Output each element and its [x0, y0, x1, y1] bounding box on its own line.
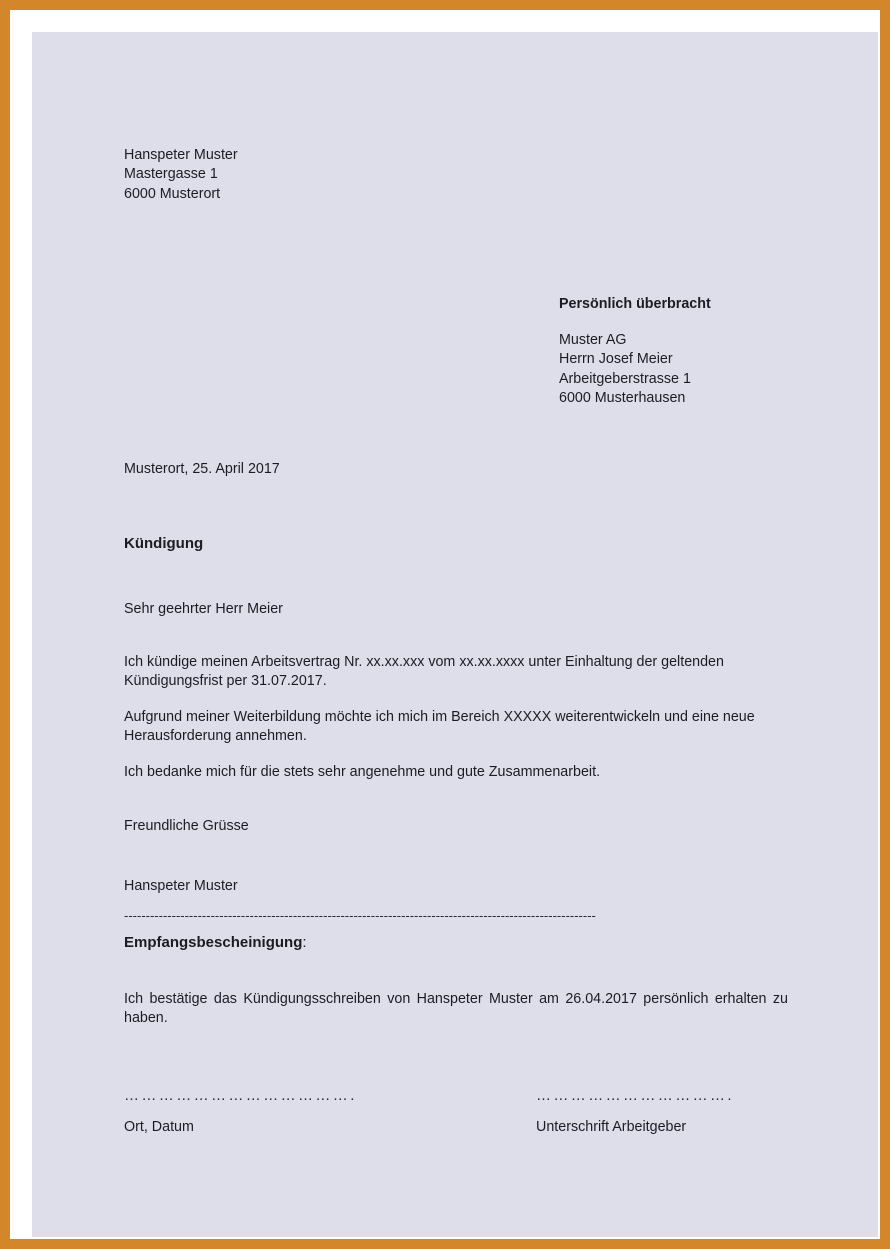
signature-line-right: ……………………………. [536, 1087, 734, 1104]
letter-content [124, 32, 788, 1237]
recipient-address-line: Arbeitgeberstrasse 1 [559, 370, 691, 387]
recipient-address [559, 331, 691, 409]
document-sheet [32, 32, 878, 1237]
signature-name: Hanspeter Muster [124, 878, 238, 894]
signature-label-right: Unterschrift Arbeitgeber [536, 1119, 687, 1135]
recipient-address-line: Muster AG [559, 332, 627, 348]
recipient-address-line: Herrn Josef Meier [559, 351, 673, 368]
receipt-heading-colon: : [302, 934, 307, 951]
receipt-heading [124, 933, 307, 953]
signature-line-left: …………………………………. [124, 1087, 357, 1104]
letter-body [124, 653, 788, 782]
sender-address-line: Hanspeter Muster [124, 147, 238, 163]
body-paragraph: Ich kündige meinen Arbeitsvertrag Nr. xx.xx.xxx vom xx.xx.xxxx unter Einhaltung der geltenden Kündigungsfrist per 31.07.2017. [124, 654, 724, 690]
receipt-paragraph: Ich bestätige das Kündigungsschreiben von Hanspeter Muster am 26.04.2017 persönlich erhalten zu haben. [124, 991, 788, 1027]
closing-phrase: Freundliche Grüsse [124, 818, 249, 834]
receipt-body [124, 990, 788, 1029]
place-and-date: Musterort, 25. April 2017 [124, 461, 280, 477]
delivery-note: Persönlich überbracht [559, 296, 711, 312]
letter-subject: Kündigung [124, 535, 204, 552]
body-paragraph: Aufgrund meiner Weiterbildung möchte ich mich im Bereich XXXXX weiterentwickeln und eine neue Herausforderung annehmen. [124, 708, 755, 745]
signature-label-left: Ort, Datum [124, 1119, 194, 1135]
dashed-separator: ------------------------------------------------------------------------------------------------------------- [124, 908, 596, 923]
body-paragraph: Ich bedanke mich für die stets sehr angenehme und gute Zusammenarbeit. [124, 763, 601, 780]
sender-address-line: 6000 Musterort [124, 185, 221, 202]
receipt-heading-text: Empfangsbescheinigung [124, 934, 303, 951]
recipient-address-line: 6000 Musterhausen [559, 390, 686, 407]
sender-address [124, 146, 238, 204]
sender-address-line: Mastergasse 1 [124, 166, 218, 183]
salutation: Sehr geehrter Herr Meier [124, 601, 283, 617]
